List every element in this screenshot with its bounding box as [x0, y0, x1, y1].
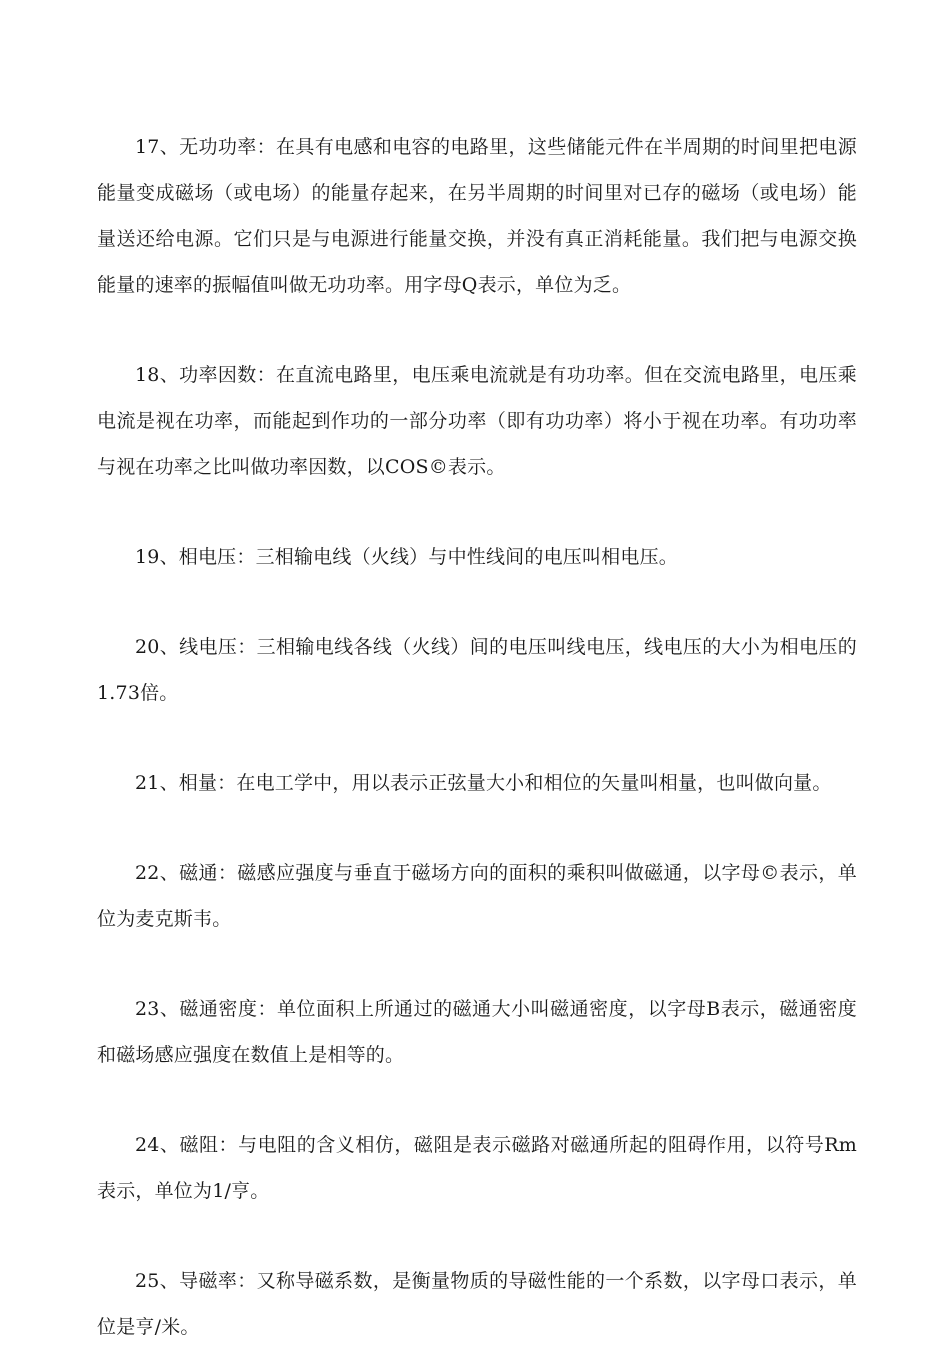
paragraph-23-flux-density: 23、磁通密度：单位面积上所通过的磁通大小叫磁通密度，以字母B表示，磁通密度和磁场感应强度在数值上是相等的。	[97, 998, 857, 1066]
paragraph-17-reactive-power: 17、无功功率：在具有电感和电容的电路里，这些储能元件在半周期的时间里把电源能量变成磁场（或电场）的能量存起来，在另半周期的时间里对已存的磁场（或电场）能量送还给电源。它们只是与电源进行能量交换，并没有真正消耗能量。我们把与电源交换能量的速率的振幅值叫做无功功率。用字母Q表示，单位为乏。	[97, 136, 857, 296]
paragraph-24-reluctance: 24、磁阻：与电阻的含义相仿，磁阻是表示磁路对磁通所起的阻碍作用，以符号Rm表示，单位为1/亨。	[97, 1134, 857, 1202]
paragraph-20-line-voltage: 20、线电压：三相输电线各线（火线）间的电压叫线电压，线电压的大小为相电压的1.73倍。	[97, 636, 857, 704]
paragraph-25-permeability: 25、导磁率：又称导磁系数，是衡量物质的导磁性能的一个系数，以字母口表示，单位是亨/米。	[97, 1270, 857, 1338]
document-body	[97, 124, 857, 1350]
paragraph-21-phasor: 21、相量：在电工学中，用以表示正弦量大小和相位的矢量叫相量，也叫做向量。	[135, 772, 832, 794]
paragraph-18-power-factor: 18、功率因数：在直流电路里，电压乘电流就是有功功率。但在交流电路里，电压乘电流是视在功率，而能起到作功的一部分功率（即有功功率）将小于视在功率。有功功率与视在功率之比叫做功率因数，以COS©表示。	[97, 364, 857, 478]
paragraph-22-magnetic-flux: 22、磁通：磁感应强度与垂直于磁场方向的面积的乘积叫做磁通，以字母©表示，单位为麦克斯韦。	[97, 862, 857, 930]
paragraph-19-phase-voltage: 19、相电压：三相输电线（火线）与中性线间的电压叫相电压。	[135, 546, 678, 568]
